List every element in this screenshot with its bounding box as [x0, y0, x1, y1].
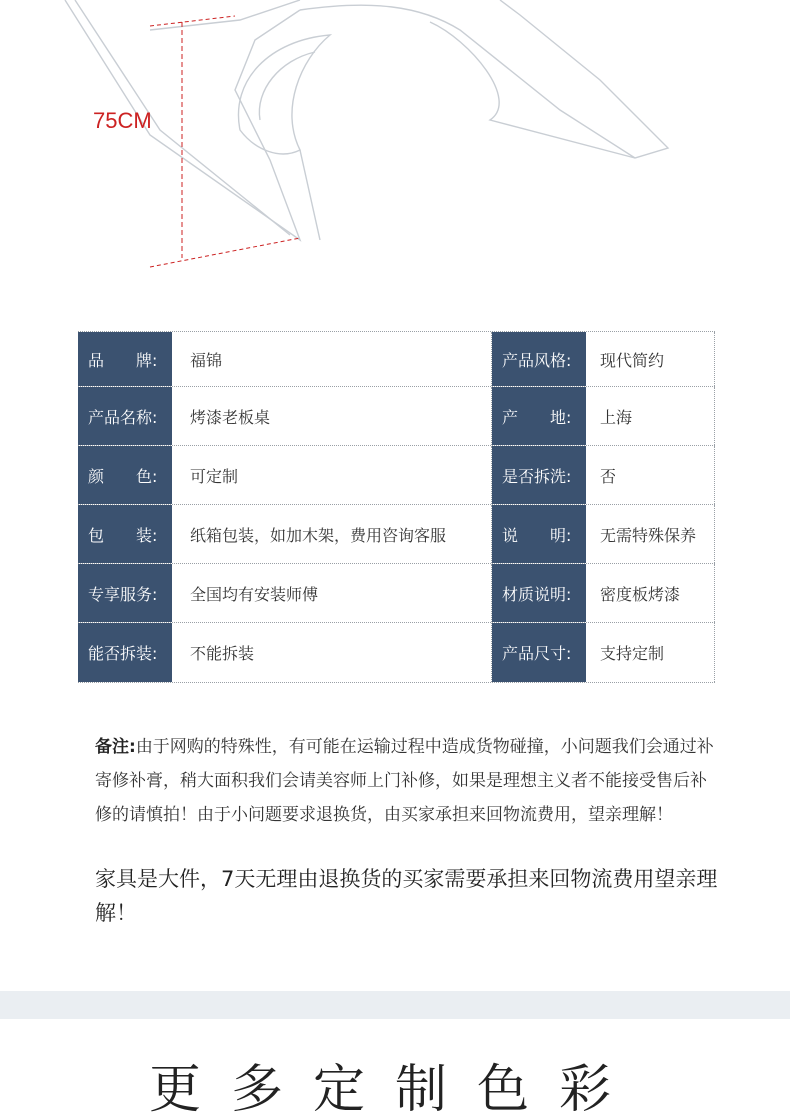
spec-row	[78, 564, 715, 623]
spec-label: 产品尺寸:	[492, 623, 586, 682]
spec-value: 无需特殊保养	[586, 505, 715, 563]
spec-label: 能否拆装:	[78, 623, 172, 682]
spec-value: 福锦	[172, 332, 492, 386]
notes-emphasis: 家具是大件，7天无理由退换货的买家需要承担来回物流费用望亲理解！	[95, 867, 718, 925]
spec-value: 全国均有安装师傅	[172, 564, 492, 622]
notes-prefix: 备注:	[95, 737, 136, 757]
spec-row	[78, 623, 715, 683]
spec-value: 现代简约	[586, 332, 715, 386]
spec-label: 材质说明:	[492, 564, 586, 622]
spec-label: 是否拆洗:	[492, 446, 586, 504]
spec-value: 纸箱包装，如加木架，费用咨询客服	[172, 505, 492, 563]
notes-body: 由于网购的特殊性，有可能在运输过程中造成货物碰撞，小问题我们会通过补寄修补膏，稍大面积我们会请美容师上门补修，如果是理想主义者不能接受售后补修的请慎拍！由于小问题要求退换货，由买家承担来回物流费用，望亲理解！	[95, 737, 714, 825]
product-illustration	[0, 0, 790, 300]
spec-value: 密度板烤漆	[586, 564, 715, 622]
section-divider	[0, 991, 790, 1019]
spec-row	[78, 332, 715, 387]
spec-value: 烤漆老板桌	[172, 387, 492, 445]
spec-value: 可定制	[172, 446, 492, 504]
spec-label: 产品名称:	[78, 387, 172, 445]
spec-value: 否	[586, 446, 715, 504]
spec-value: 不能拆装	[172, 623, 492, 682]
spec-row	[78, 446, 715, 505]
next-section-heading: 更多定制色彩	[148, 1060, 641, 1120]
spec-value: 支持定制	[586, 623, 715, 682]
spec-label: 专享服务:	[78, 564, 172, 622]
notes-paragraph	[95, 730, 715, 832]
spec-table	[78, 331, 715, 683]
spec-label: 包 装:	[78, 505, 172, 563]
spec-row	[78, 387, 715, 446]
spec-label: 说 明:	[492, 505, 586, 563]
spec-value: 上海	[586, 387, 715, 445]
spec-label: 颜 色:	[78, 446, 172, 504]
height-dimension-label: 75CM	[93, 108, 152, 133]
spec-label: 产 地:	[492, 387, 586, 445]
spec-label: 品 牌:	[78, 332, 172, 386]
spec-label: 产品风格:	[492, 332, 586, 386]
spec-row	[78, 505, 715, 564]
